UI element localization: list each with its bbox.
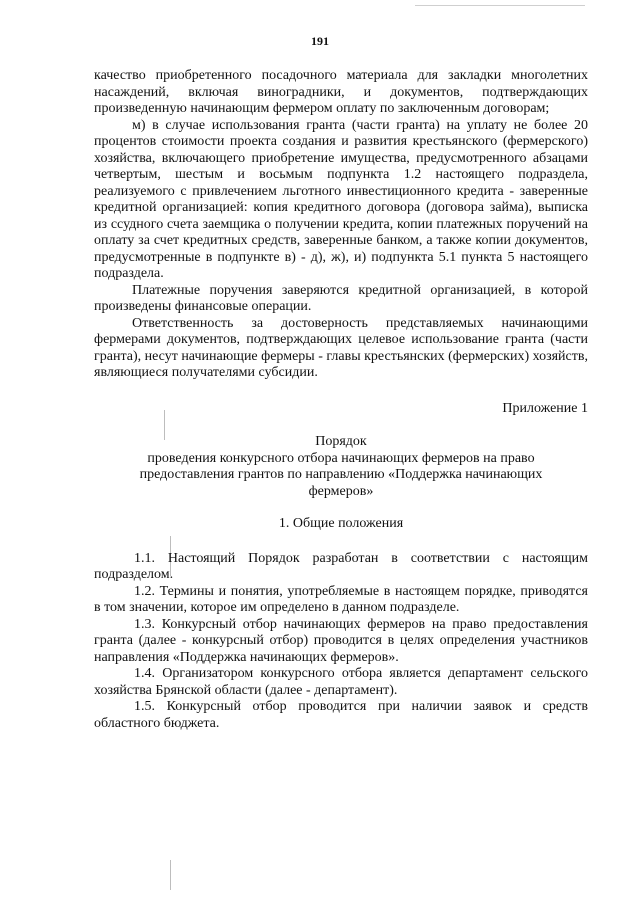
paragraph-1-4: 1.4. Организатором конкурсного отбора является департамент сельского хозяйства Брянской области (далее - департамент).: [94, 666, 588, 698]
paragraph-1-3: 1.3. Конкурсный отбор начинающих фермеров на право предоставления гранта (далее - конкурсный отбор) проводится в целях определения участников направления «Поддержка начинающих фермеров».: [94, 616, 588, 665]
paragraph-1-5: 1.5. Конкурсный отбор проводится при наличии заявок и средств областного бюджета.: [94, 699, 588, 731]
paragraph-1-2: 1.2. Термины и понятия, употребляемые в настоящем порядке, приводятся в том значении, которое им определено в данном подразделе.: [94, 583, 588, 615]
document-body: [94, 68, 588, 732]
title-line: фермеров»: [308, 483, 374, 499]
title-line: предоставления грантов по направлению «Поддержка начинающих: [139, 467, 543, 482]
appendix-label: Приложение 1: [502, 400, 588, 416]
section-heading: 1. Общие положения: [278, 516, 404, 531]
scan-edge-line: [415, 5, 585, 6]
paragraph-item-m: м) в случае использования гранта (части гранта) на уплату не более 20 процентов стоимости проекта создания и развития крестьянского (фермерского) хозяйства, включающего приобретение имущества, предусмотренного абзацами четвертым, шестым и восьмым подпункта 1.2 настоящего подраздела, реализуемого с привлечением льготного инвестиционного кредита - заверенные кредитной организацией: копия кредитного договора (договора займа), выписка из ссудного счета заемщика о получении кредита, копии платежных поручений на оплату за счет кредитных средств, заверенные банком, а также копии документов, предусмотренные в подпункте в) - д), ж), и) подпункта 5.1 пункта 5 настоящего подраздела.: [94, 117, 588, 281]
scan-artifact: [170, 860, 171, 890]
paragraph-payment-orders: Платежные поручения заверяются кредитной организацией, в которой произведены финансовые операции.: [94, 282, 588, 314]
paragraph-1-1: 1.1. Настоящий Порядок разработан в соответствии с настоящим подразделом.: [94, 550, 588, 582]
document-title: [94, 434, 588, 500]
paragraph-responsibility: Ответственность за достоверность представляемых начинающими фермерами документов, подтверждающих целевое использование гранта (части гранта), несут начинающие фермеры - главы крестьянских (фермерских) хозяйств, являющиеся получателями субсидии.: [94, 315, 588, 380]
title-line: Порядок: [315, 434, 367, 449]
title-line: проведения конкурсного отбора начинающих фермеров на право: [147, 450, 535, 466]
page-number: 191: [311, 34, 329, 48]
paragraph-continuation: качество приобретенного посадочного материала для закладки многолетних насаждений, включая виноградники, и документов, подтверждающих произведенную начинающим фермером оплату по заключенным договорам;: [94, 68, 588, 116]
